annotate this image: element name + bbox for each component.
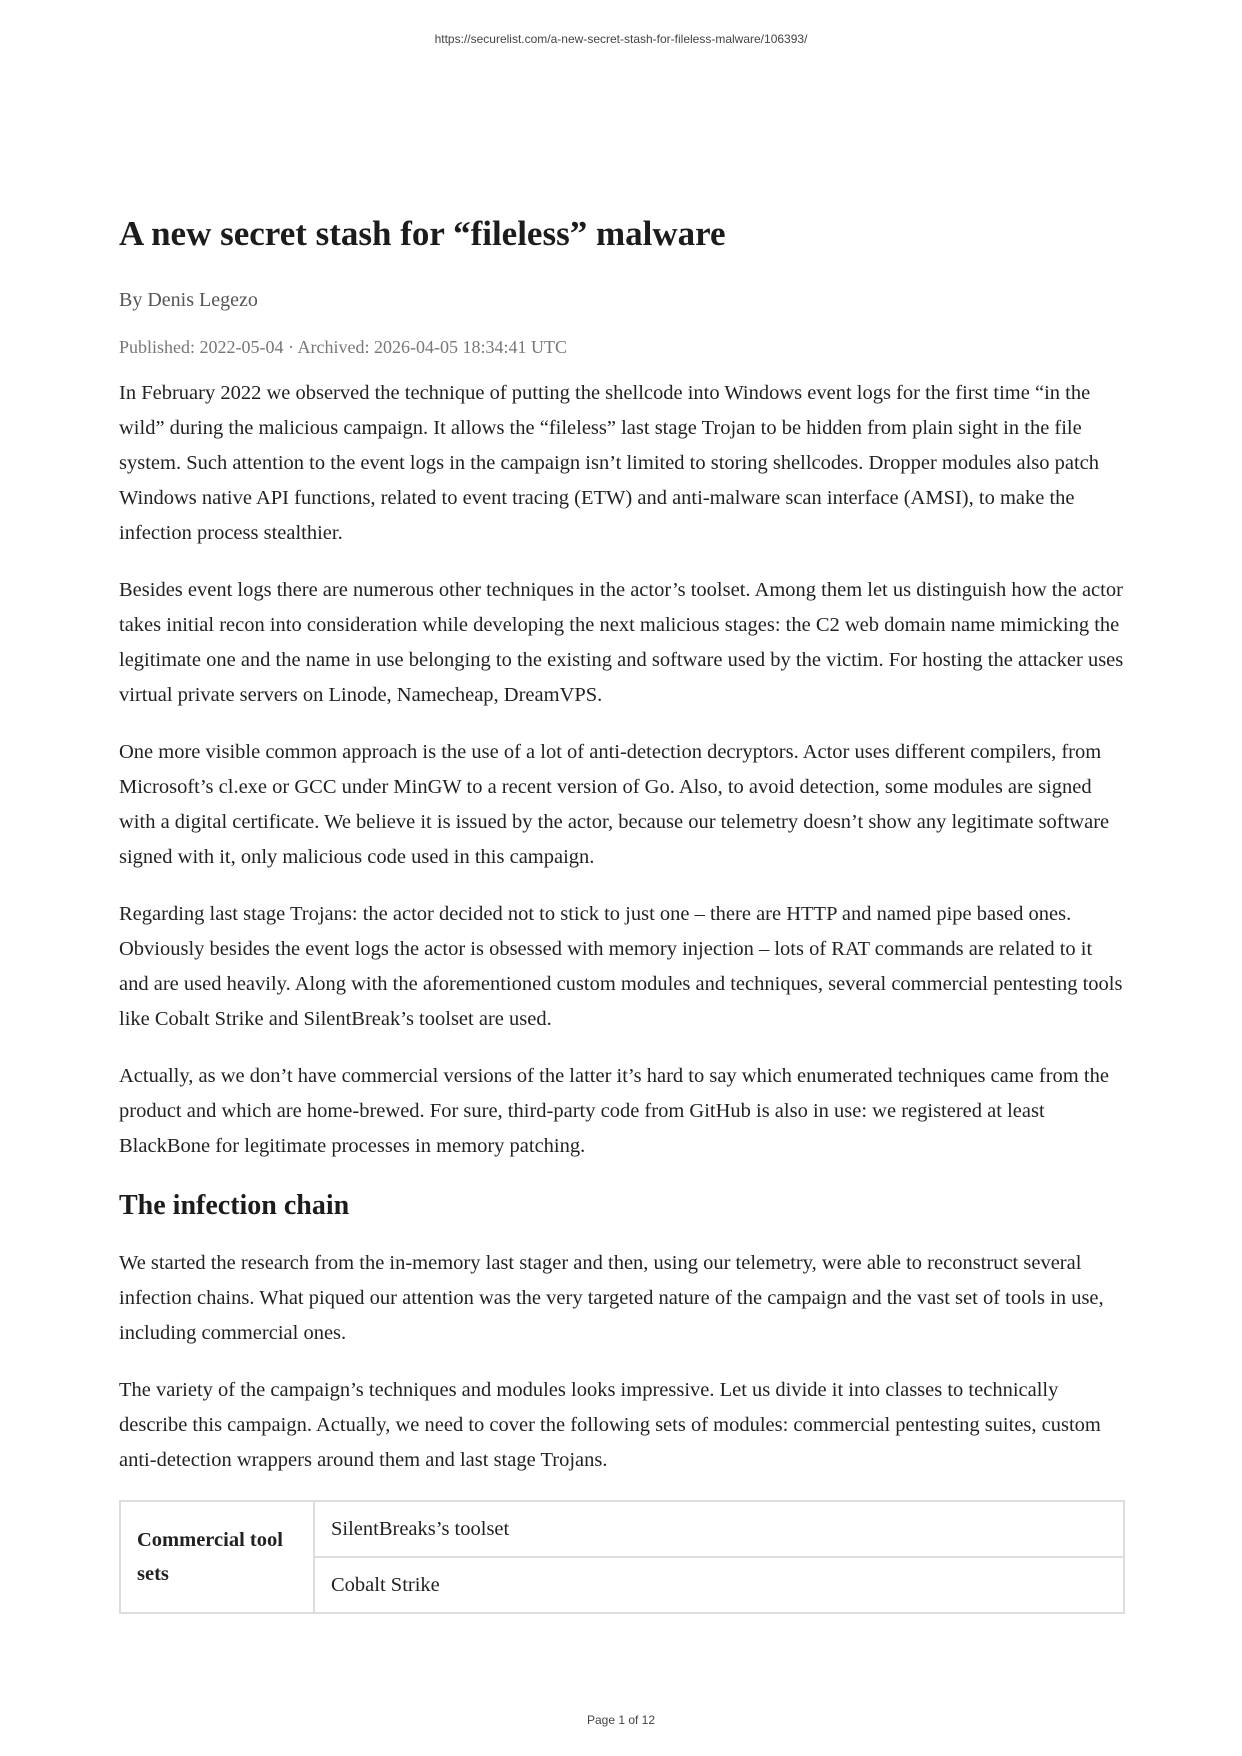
tools-table	[119, 1500, 1125, 1614]
paragraph: Regarding last stage Trojans: the actor decided not to stick to just one – there are HTTP and named pipe based ones. Obviously besides the event logs the actor is obsessed with memory injection – lots of RAT commands are related to it and are used heavily. Along with the aforementioned custom modules and techniques, several commercial pentesting tools like Cobalt Strike and SilentBreak’s toolset are used.	[119, 903, 1123, 1030]
table-cell: Cobalt Strike	[314, 1557, 1124, 1613]
paragraph: Actually, as we don’t have commercial versions of the latter it’s hard to say which enumerated techniques came from the product and which are home-brewed. For sure, third-party code from GitHub is also in use: we registered at least BlackBone for legitimate processes in memory patching.	[119, 1065, 1109, 1157]
paragraph: In February 2022 we observed the technique of putting the shellcode into Windows event logs for the first time “in the wild” during the malicious campaign. It allows the “fileless” last stage Trojan to be hidden from plain sight in the file system. Such attention to the event logs in the campaign isn’t limited to storing shellcodes. Dropper modules also patch Windows native API functions, related to event tracing (ETW) and anti-malware scan interface (AMSI), to make the infection process stealthier.	[119, 382, 1100, 544]
article-byline: By Denis Legezo	[119, 289, 258, 311]
table-cell: SilentBreaks’s toolset	[314, 1501, 1124, 1557]
paragraph: One more visible common approach is the use of a lot of anti-detection decryptors. Actor uses different compilers, from Microsoft’s cl.exe or GCC under MinGW to a recent version of Go. Also, to avoid detection, some modules are signed with a digital certificate. We believe it is issued by the actor, because our telemetry doesn’t show any legitimate software signed with it, only malicious code used in this campaign.	[119, 741, 1110, 868]
article-meta: Published: 2022-05-04 · Archived: 2026-04-05 18:34:41 UTC	[119, 337, 567, 357]
page-number: Page 1 of 12	[586, 1713, 656, 1727]
table-row	[120, 1501, 1124, 1557]
article-title: A new secret stash for “fileless” malware	[119, 214, 726, 253]
paragraph: We started the research from the in-memory last stager and then, using our telemetry, were able to reconstruct several infection chains. What piqued our attention was the very targeted nature of the campaign and the vast set of tools in use, including commercial ones.	[119, 1252, 1104, 1344]
section-heading: The infection chain	[119, 1190, 350, 1221]
paragraph: The variety of the campaign’s techniques and modules looks impressive. Let us divide it into classes to technically describe this campaign. Actually, we need to cover the following sets of modules: commercial pentesting suites, custom anti-detection wrappers around them and last stage Trojans.	[119, 1379, 1101, 1471]
article	[119, 210, 1125, 1614]
article-body	[119, 376, 1125, 1478]
page-url-header: https://securelist.com/a-new-secret-stash-for-fileless-malware/106393/	[434, 32, 808, 46]
table-category-cell: Commercial tool sets	[120, 1501, 314, 1613]
paragraph: Besides event logs there are numerous other techniques in the actor’s toolset. Among them let us distinguish how the actor takes initial recon into consideration while developing the next malicious stages: the C2 web domain name mimicking the legitimate one and the name in use belonging to the existing and software used by the victim. For hosting the attacker uses virtual private servers on Linode, Namecheap, DreamVPS.	[119, 579, 1124, 706]
